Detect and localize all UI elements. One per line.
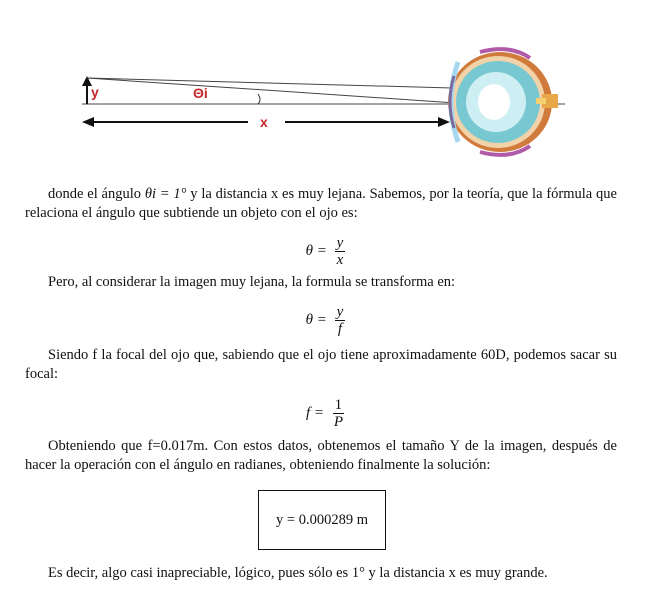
angle-arc: [258, 94, 260, 104]
result-text: y = 0.000289 m: [276, 511, 368, 528]
equation-2: θ = $\frac{y}{f}$: [305, 304, 344, 337]
eye-illustration: [448, 49, 558, 155]
paragraph-3: Siendo f la focal del ojo que, sabiendo que el ojo tiene aproximadamente 60D, podemos sacar su focal:: [25, 347, 617, 382]
ray-upper: [87, 78, 452, 88]
eye-angle-diagram: [60, 40, 580, 160]
label-theta: Θi: [193, 85, 208, 101]
label-x: x: [260, 114, 268, 130]
distance-arrowhead-left: [82, 117, 94, 127]
inline-math-theta: θi = 1°: [144, 186, 187, 202]
distance-arrowhead-right: [438, 117, 450, 127]
label-y: y: [91, 84, 99, 100]
equation-3: f = $\frac{1}{P}$: [306, 397, 343, 430]
paragraph-1: donde el ángulo θi = 1° y la distancia x es muy lejana. Sabemos, por la teoría, que la fórmula que relaciona el ángulo que subtiende un objeto con el ojo es:: [25, 186, 617, 221]
paragraph-5: Es decir, algo casi inapreciable, lógico, pues sólo es 1° y la distancia x es muy grande.: [48, 565, 548, 581]
result-box: [258, 490, 386, 550]
paragraph-4: Obteniendo que f=0.017m. Con estos datos, obtenemos el tamaño Y de la imagen, después de hacer la operación con el ángulo en radianes, obteniendo finalmente la solución:: [25, 438, 617, 473]
paragraph-2: Pero, al considerar la imagen muy lejana, la formula se transforma en:: [48, 274, 456, 290]
equation-1: θ = $\frac{y}{x}$: [305, 235, 344, 268]
